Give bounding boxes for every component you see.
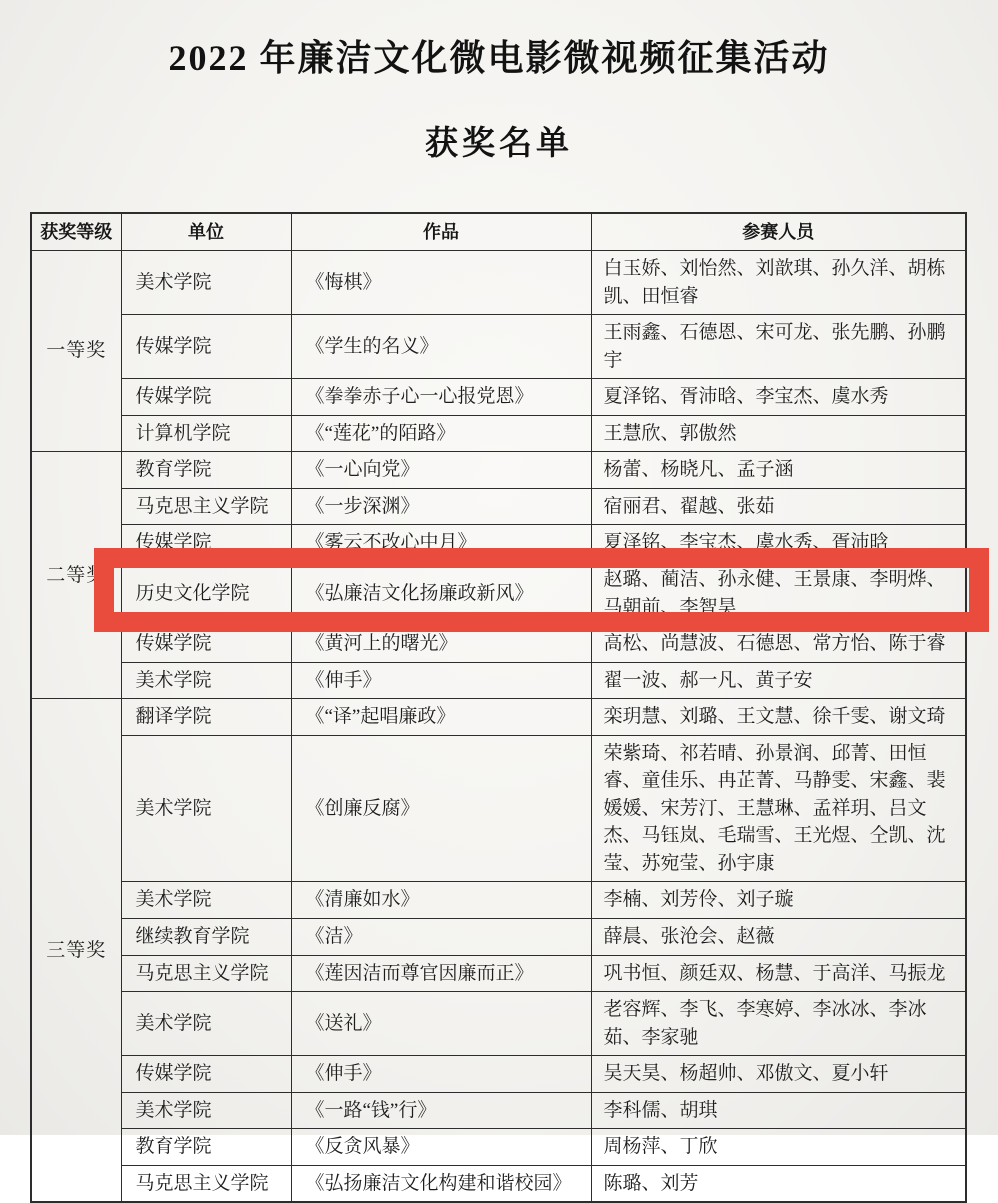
work-cell: 《一心向党》	[291, 452, 591, 489]
work-cell: 《拳拳赤子心一心报党恩》	[291, 379, 591, 416]
unit-cell: 马克思主义学院	[121, 488, 291, 525]
participants-cell: 巩书恒、颜廷双、杨慧、于高洋、马振龙	[591, 955, 966, 992]
grade-cell: 一等奖	[31, 251, 121, 452]
work-cell: 《悔棋》	[291, 251, 591, 315]
unit-cell: 传媒学院	[121, 626, 291, 663]
participants-cell: 陈璐、刘芳	[591, 1165, 966, 1202]
header-row	[31, 213, 966, 251]
table-row	[31, 452, 966, 489]
participants-cell: 杨蕾、杨晓凡、孟子涵	[591, 452, 966, 489]
participants-cell: 王雨鑫、石德恩、宋可龙、张先鹏、孙鹏宇	[591, 315, 966, 379]
table-row	[31, 1092, 966, 1129]
table-row	[31, 699, 966, 736]
awards-table-body	[31, 251, 966, 1203]
unit-cell: 美术学院	[121, 251, 291, 315]
unit-cell: 计算机学院	[121, 415, 291, 452]
unit-cell: 美术学院	[121, 1092, 291, 1129]
unit-cell: 历史文化学院	[121, 562, 291, 626]
table-row	[31, 662, 966, 699]
column-header: 参赛人员	[591, 213, 966, 251]
grade-cell: 三等奖	[31, 699, 121, 1203]
unit-cell: 传媒学院	[121, 379, 291, 416]
table-row	[31, 992, 966, 1056]
work-cell: 《学生的名义》	[291, 315, 591, 379]
work-cell: 《一路“钱”行》	[291, 1092, 591, 1129]
unit-cell: 传媒学院	[121, 525, 291, 562]
table-row	[31, 626, 966, 663]
document-title: 2022 年廉洁文化微电影微视频征集活动	[168, 38, 830, 78]
document-header	[0, 0, 998, 164]
participants-cell: 夏泽铭、李宝杰、虞水秀、胥沛晗	[591, 525, 966, 562]
participants-cell: 李楠、刘芳伶、刘子璇	[591, 882, 966, 919]
participants-cell: 栾玥慧、刘璐、王文慧、徐千雯、谢文琦	[591, 699, 966, 736]
table-row	[31, 882, 966, 919]
participants-cell: 周杨萍、丁欣	[591, 1129, 966, 1166]
work-cell: 《“莲花”的陌路》	[291, 415, 591, 452]
column-header: 单位	[121, 213, 291, 251]
unit-cell: 马克思主义学院	[121, 1165, 291, 1202]
work-cell: 《送礼》	[291, 992, 591, 1056]
grade-cell: 二等奖	[31, 452, 121, 699]
unit-cell: 美术学院	[121, 882, 291, 919]
work-cell: 《创廉反腐》	[291, 735, 591, 882]
participants-cell: 李科儒、胡琪	[591, 1092, 966, 1129]
participants-cell: 荣紫琦、祁若晴、孙景润、邱菁、田恒睿、童佳乐、冉芷菁、马静雯、宋鑫、裴媛媛、宋芳汀、王慧琳、孟祥玥、吕文杰、马钰岚、毛瑞雪、王光煜、仝凯、沈莹、苏宛莹、孙宇康	[591, 735, 966, 882]
unit-cell: 美术学院	[121, 735, 291, 882]
participants-cell: 赵璐、蔺洁、孙永健、王景康、李明烨、马朝前、李智昊	[591, 562, 966, 626]
participants-cell: 白玉娇、刘怡然、刘歆琪、孙久洋、胡栋凯、田恒睿	[591, 251, 966, 315]
table-row	[31, 735, 966, 882]
unit-cell: 继续教育学院	[121, 919, 291, 956]
unit-cell: 美术学院	[121, 992, 291, 1056]
unit-cell: 马克思主义学院	[121, 955, 291, 992]
work-cell: 《反贪风暴》	[291, 1129, 591, 1166]
work-cell: 《“译”起唱廉政》	[291, 699, 591, 736]
work-cell: 《黄河上的曙光》	[291, 626, 591, 663]
table-row	[31, 379, 966, 416]
participants-cell: 王慧欣、郭傲然	[591, 415, 966, 452]
unit-cell: 传媒学院	[121, 1056, 291, 1093]
participants-cell: 夏泽铭、胥沛晗、李宝杰、虞水秀	[591, 379, 966, 416]
table-row	[31, 955, 966, 992]
table-row	[31, 1056, 966, 1093]
participants-cell: 翟一波、郝一凡、黄子安	[591, 662, 966, 699]
table-row	[31, 488, 966, 525]
unit-cell: 翻译学院	[121, 699, 291, 736]
work-cell: 《弘廉洁文化扬廉政新风》	[291, 562, 591, 626]
column-header: 获奖等级	[31, 213, 121, 251]
table-row	[31, 315, 966, 379]
work-cell: 《洁》	[291, 919, 591, 956]
table-row	[31, 562, 966, 626]
participants-cell: 老容辉、李飞、李寒婷、李冰冰、李冰茹、李家驰	[591, 992, 966, 1056]
unit-cell: 教育学院	[121, 452, 291, 489]
work-cell: 《伸手》	[291, 662, 591, 699]
table-row	[31, 415, 966, 452]
work-cell: 《弘扬廉洁文化构建和谐校园》	[291, 1165, 591, 1202]
unit-cell: 美术学院	[121, 662, 291, 699]
document-subtitle: 获奖名单	[425, 126, 573, 162]
unit-cell: 传媒学院	[121, 315, 291, 379]
work-cell: 《伸手》	[291, 1056, 591, 1093]
awards-table	[30, 212, 967, 1203]
participants-cell: 吴天昊、杨超帅、邓傲文、夏小轩	[591, 1056, 966, 1093]
table-row	[31, 1129, 966, 1166]
work-cell: 《清廉如水》	[291, 882, 591, 919]
awards-table-container	[30, 212, 998, 1203]
table-row	[31, 919, 966, 956]
participants-cell: 高松、尚慧波、石德恩、常方怡、陈于睿	[591, 626, 966, 663]
table-row	[31, 525, 966, 562]
column-header: 作品	[291, 213, 591, 251]
participants-cell: 薛晨、张沧会、赵薇	[591, 919, 966, 956]
work-cell: 《一步深渊》	[291, 488, 591, 525]
table-row	[31, 251, 966, 315]
work-cell: 《雾云不改心中月》	[291, 525, 591, 562]
unit-cell: 教育学院	[121, 1129, 291, 1166]
participants-cell: 宿丽君、翟越、张茹	[591, 488, 966, 525]
work-cell: 《莲因洁而尊官因廉而正》	[291, 955, 591, 992]
table-row	[31, 1165, 966, 1202]
